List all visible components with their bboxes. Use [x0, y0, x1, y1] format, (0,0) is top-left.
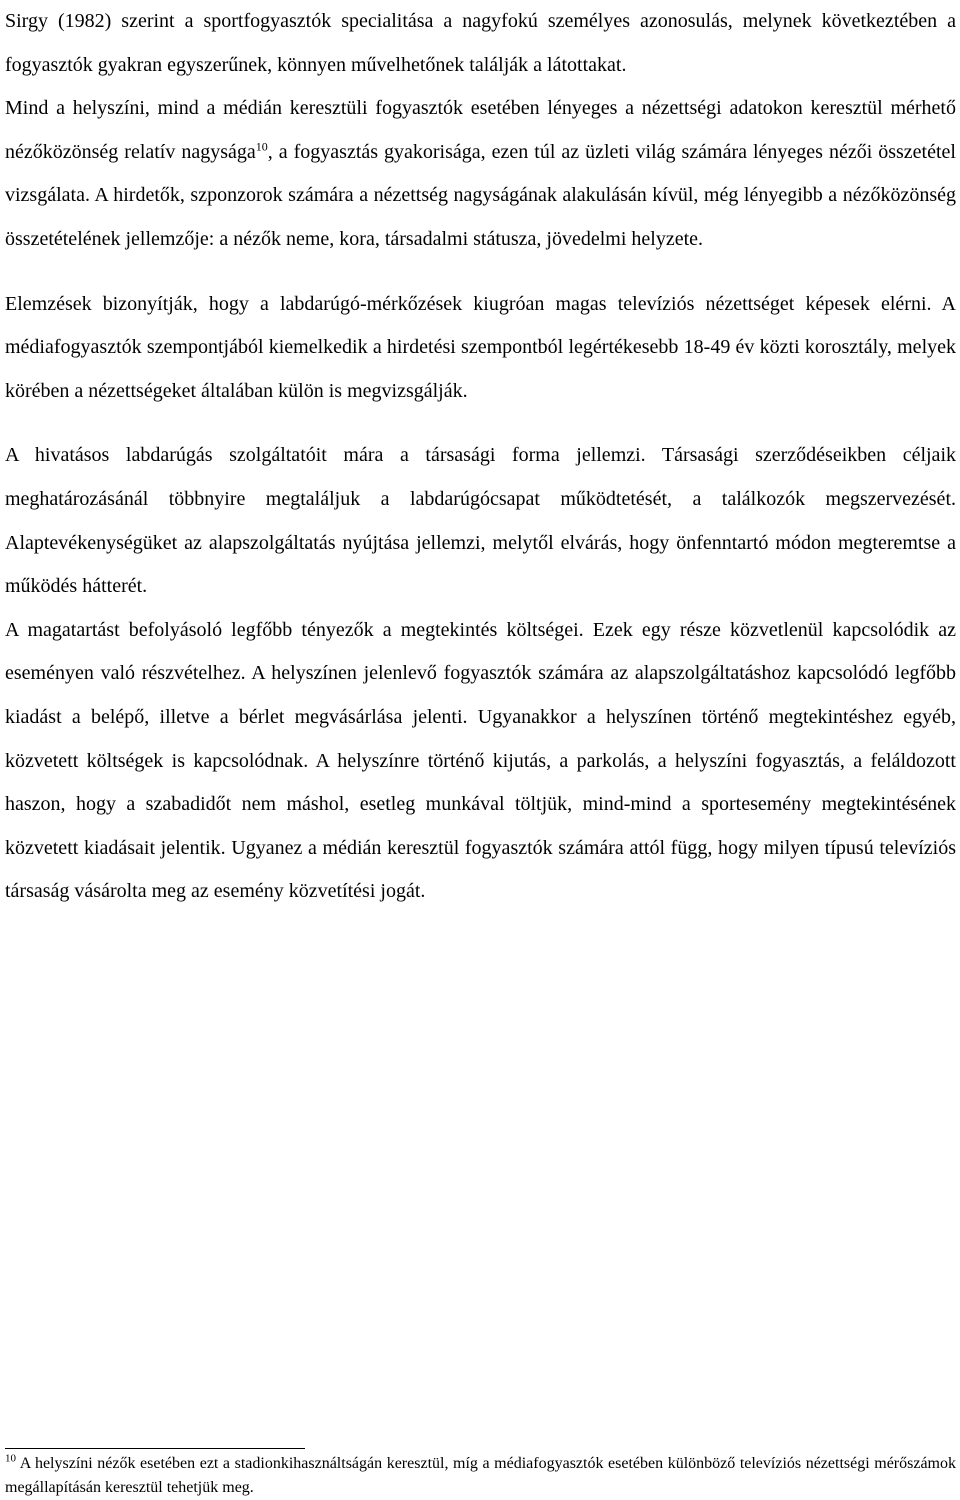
- footnote-separator: [5, 1448, 305, 1449]
- footnote-reference: 10: [255, 139, 268, 154]
- paragraph-sirgy: Sirgy (1982) szerint a sportfogyasztók specialitása a nagyfokú személyes azonosulás, melynek következtében a fogyasztók gyakran egyszerűnek, könnyen művelhetőnek találják a látottakat.: [5, 10, 956, 76]
- paragraph-costs: A magatartást befolyásoló legfőbb tényezők a megtekintés költségei. Ezek egy része közvetlenül kapcsolódik az eseményen való részvételhez. A helyszínen jelenlevő fogyasztók számára az alapszolgáltatáshoz kapcsolódó legfőbb kiadást a belépő, illetve a bérlet megvásárlása jelenti. Ugyanakkor a helyszínen történő megtekintéshez egyéb, közvetett költségek is kapcsolódnak. A helyszínre történő kijutás, a parkolás, a helyszíni fogyasztás, a feláldozott haszon, hogy a szabadidőt nem máshol, esetleg munkával töltjük, mind-mind a sportesemény megtekintésének közvetett kiadásait jelentik. Ugyanez a médián keresztül fogyasztók számára attól függ, hogy milyen típusú televíziós társaság vásárolta meg az esemény közvetítési jogát.: [5, 618, 956, 903]
- paragraph-audience-size: [5, 87, 956, 261]
- footnote-text: A helyszíni nézők esetében ezt a stadionkihasználtságán keresztül, míg a médiafogyasztók esetében különböző televíziós nézettségi mérőszámok megállapításán keresztül tehetjük meg.: [5, 1455, 956, 1496]
- footnote-marker: 10: [5, 1452, 16, 1465]
- paragraph-analyses: Elemzések bizonyítják, hogy a labdarúgó-mérkőzések kiugróan magas televíziós nézettséget képesek elérni. A médiafogyasztók szempontjából kiemelkedik a hirdetési szempontból legértékesebb 18-49 év közti korosztály, melyek körében a nézettségeket általában külön is megvizsgálják.: [5, 292, 956, 402]
- document-body: [5, 0, 956, 914]
- footnote: [5, 1452, 956, 1500]
- paragraph-professional-football: A hivatásos labdarúgás szolgáltatóit mára a társasági forma jellemzi. Társasági szerződéseikben céljaik meghatározásánál többnyire megtaláljuk a labdarúgócsapat működtetését, a találkozók megszervezését. Alaptevékenységüket az alapszolgáltatás nyújtása jellemzi, melytől elvárás, hogy önfenntartó módon megteremtse a működés hátterét.: [5, 444, 956, 598]
- paragraph-audience-size-part2: , a fogyasztás gyakorisága, ezen túl az üzleti világ számára lényeges nézői összetétel vizsgálata. A hirdetők, szponzorok számára a nézettség nagyságának alakulásán kívül, még lényegibb a nézőközönség összetételének jellemzője: a nézők neme, kora, társadalmi státusza, jövedelmi helyzete.: [5, 140, 956, 250]
- paragraph-audience-size-part1: Mind a helyszíni, mind a médián keresztüli fogyasztók esetében lényeges a nézettségi adatokon keresztül mérhető nézőközönség relatív nagysága: [5, 97, 956, 163]
